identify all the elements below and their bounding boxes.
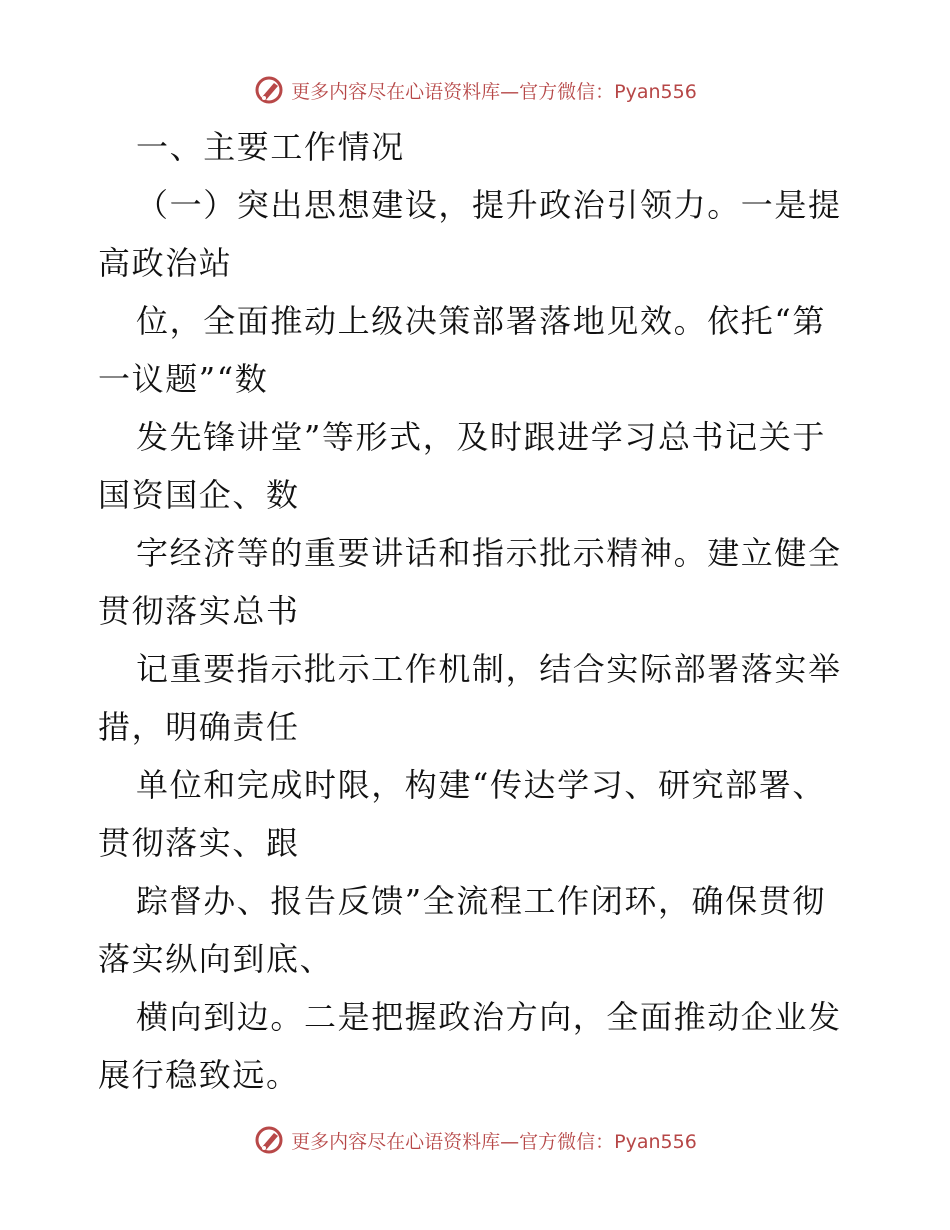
body-line: 国资国企、数	[98, 476, 300, 514]
watermark-text: 更多内容尽在心语资料库—官方微信：Pyan556	[291, 1130, 697, 1153]
body-line: 一、主要工作情况	[136, 128, 405, 166]
body-line: 高政治站	[98, 244, 233, 282]
body-line: 横向到边。二是把握政治方向，全面推动企业发	[136, 998, 842, 1036]
body-line: 贯彻落实总书	[98, 592, 300, 630]
body-line: 一议题”“数	[98, 360, 269, 398]
body-line: 字经济等的重要讲话和指示批示精神。建立健全	[136, 534, 842, 572]
body-line: 贯彻落实、跟	[98, 824, 300, 862]
body-line: 记重要指示批示工作机制，结合实际部署落实举	[136, 650, 842, 688]
body-line: 位，全面推动上级决策部署落地见效。依托“第	[136, 302, 826, 340]
pen-logo-icon	[253, 74, 285, 106]
body-line: （一）突出思想建设，提升政治引领力。一是提	[136, 186, 842, 224]
watermark-group	[253, 74, 697, 106]
pen-logo-icon	[253, 1124, 285, 1156]
watermark-text: 更多内容尽在心语资料库—官方微信：Pyan556	[291, 80, 697, 103]
body-line: 踪督办、报告反馈”全流程工作闭环，确保贯彻	[136, 882, 826, 920]
watermark-group	[253, 1124, 697, 1156]
document-body	[98, 118, 858, 1104]
body-line: 落实纵向到底、	[98, 940, 334, 978]
body-line: 发先锋讲堂”等形式，及时跟进学习总书记关于	[136, 418, 826, 456]
body-line: 措，明确责任	[98, 708, 300, 746]
body-line: 展行稳致远。	[98, 1056, 300, 1094]
watermark-banner-top	[0, 70, 950, 110]
body-line: 单位和完成时限，构建“传达学习、研究部署、	[136, 766, 826, 804]
watermark-banner-bottom	[0, 1120, 950, 1160]
